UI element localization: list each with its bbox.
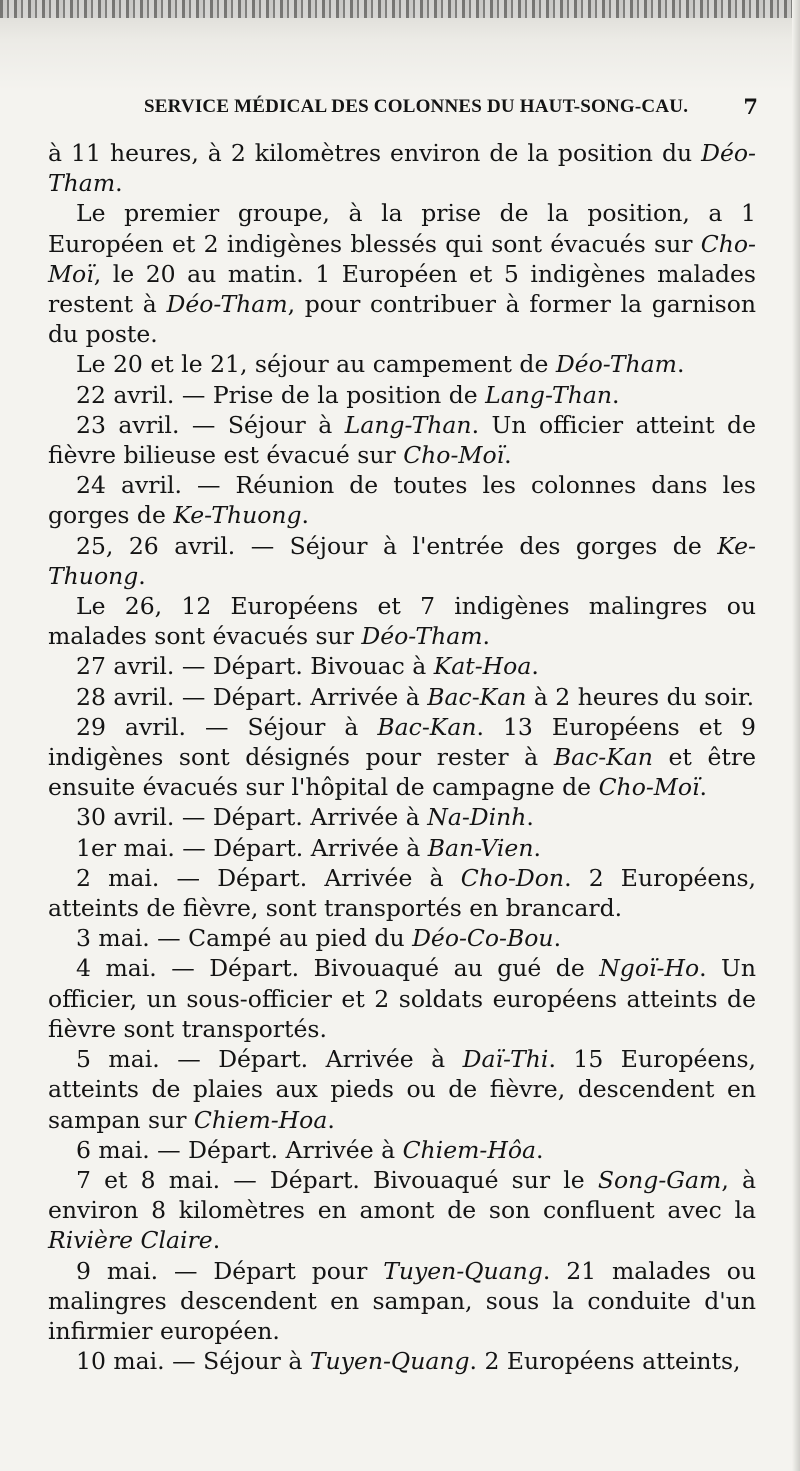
place-name: Chiem-Hôa [402,1135,536,1164]
text-run: 1er mai. — Départ. Arrivée à [76,833,428,862]
text-run: . [212,1226,221,1255]
text-run: à 2 heures du soir. [526,682,755,711]
text-run: . [115,169,123,198]
place-name: Déo-Tham [48,139,756,198]
text-run: . [327,1105,335,1134]
text-run: 2 mai. — Départ. Arrivée à [76,863,461,892]
text-run: . [526,803,534,832]
page-number: 7 [743,94,758,119]
text-run: . [531,652,539,681]
paragraph [48,863,756,923]
place-name: Lang-Than [344,410,472,439]
text-run: . 15 Européens, atteints de plaies aux pieds ou de fièvre, descendent en sampan sur [48,1045,756,1134]
text-run: 7 et 8 mai. — Départ. Bivouaqué sur le [76,1165,598,1194]
place-name: Cho-Moï [403,441,505,470]
text-run: 6 mai. — Départ. Arrivée à [76,1135,403,1164]
text-run: et être ensuite évacués sur l'hôpital de campagne de [48,743,756,802]
text-run: . [699,773,707,802]
text-run: . [553,924,562,953]
text-run: . [533,833,541,862]
paragraph [48,712,756,803]
text-run: . 13 Européens et 9 indigènes sont désignés pour rester à [48,712,756,772]
scan-right-border [792,0,800,1471]
text-run: 23 avril. — Séjour à [76,410,345,439]
place-name: Daï-Thi [462,1045,549,1074]
text-run: 24 avril. — Réunion de toutes les colonnes dans les gorges de [48,471,756,530]
paragraph [48,802,756,832]
text-run: . 21 malades ou malingres descendent en sampan, sous la conduite d'un infirmier européen. [48,1256,756,1345]
place-name: Ke-Thuong [48,531,756,590]
text-run: 22 avril. — Prise de la position de [76,380,486,409]
text-run: , le 20 au matin. 1 Européen et 5 indigènes malades restent à [48,259,756,319]
paragraph [48,1256,756,1347]
paragraph [48,1346,756,1376]
paragraph [48,923,756,953]
text-run: . [138,561,146,590]
text-run: à 11 heures, à 2 kilomètres environ de la position du [48,139,702,167]
text-run: 4 mai. — Départ. Bivouaqué au gué de [76,954,600,983]
place-name: Song-Gam [597,1165,722,1194]
text-run: 10 mai. — Séjour à [76,1347,310,1376]
text-run: . [612,380,620,409]
text-run: . [535,1135,544,1164]
place-name: Chiem-Hoa [193,1105,328,1134]
paragraph [48,349,756,379]
text-run: 25, 26 avril. — Séjour à l'entrée des gorges de [76,531,718,560]
text-run: . [676,350,685,379]
paragraph [48,410,756,470]
paragraph [48,833,756,863]
text-run: . Un officier atteint de fièvre bilieuse est évacué sur [48,410,756,470]
paragraph [48,1135,756,1165]
paragraph [48,953,756,1044]
place-name: Ban-Vien [427,833,534,862]
page-header [66,94,766,124]
text-run: 29 avril. — Séjour à [76,712,378,741]
paragraph [48,198,756,349]
place-name: Rivière Claire [48,1226,213,1255]
text-run: Le 20 et le 21, séjour au campement de [76,350,556,379]
paragraph [48,531,756,591]
place-name: Déo-Tham [555,350,677,379]
place-name: Tuyen-Quang [309,1347,470,1376]
text-run: , à environ 8 kilomètres en amont de son confluent avec la [48,1165,756,1225]
text-run: , pour contribuer à former la garnison du poste. [48,290,756,349]
paragraph [48,380,756,410]
paragraph [48,682,756,712]
paragraph [48,1044,756,1135]
text-run: . [301,501,310,530]
place-name: Na-Dinh [427,803,527,832]
place-name: Bac-Kan [427,682,527,711]
text-run: . [504,441,512,470]
place-name: Bac-Kan [377,712,477,741]
scan-top-border [0,0,800,18]
text-run: . Un officier, un sous-officier et 2 soldats européens atteints de fièvre sont transportés. [48,954,756,1043]
text-run: 27 avril. — Départ. Bivouac à [76,652,434,681]
place-name: Déo-Tham [361,622,483,651]
text-run: Le premier groupe, à la prise de la position, a 1 Européen et 2 indigènes blessés qui sont évacués sur [48,199,756,258]
paragraph [48,138,756,198]
place-name: Déo-Tham [166,290,288,319]
place-name: Kat-Hoa [433,652,532,681]
paragraph [48,651,756,681]
text-run: 5 mai. — Départ. Arrivée à [76,1045,463,1074]
paragraph [48,591,756,651]
paragraph [48,1165,756,1256]
place-name: Tuyen-Quang [383,1256,543,1285]
paragraph [48,470,756,530]
text-run: . 2 Européens atteints, [469,1347,741,1376]
text-run: 28 avril. — Départ. Arrivée à [76,682,428,711]
text-run: . 2 Européens, atteints de fièvre, sont transportés en brancard. [48,863,757,923]
place-name: Ngoï-Ho [599,954,700,983]
running-title: SERVICE MÉDICAL DES COLONNES DU HAUT-SONG-CAU. [144,96,689,117]
place-name: Déo-Co-Bou [412,924,554,953]
text-run: 30 avril. — Départ. Arrivée à [76,803,428,832]
place-name: Cho-Don [460,863,565,892]
place-name: Bac-Kan [553,743,653,772]
text-run: . [482,622,490,651]
text-run: Le 26, 12 Européens et 7 indigènes malingres ou malades sont évacués sur [48,592,756,651]
place-name: Cho-Moï [598,773,700,802]
place-name: Lang-Than [485,380,613,409]
text-run: 3 mai. — Campé au pied du [76,924,413,953]
body-text [48,138,756,1376]
place-name: Cho-Moï [48,229,756,288]
place-name: Ke-Thuong [173,501,302,530]
text-run: 9 mai. — Départ pour [76,1256,384,1285]
